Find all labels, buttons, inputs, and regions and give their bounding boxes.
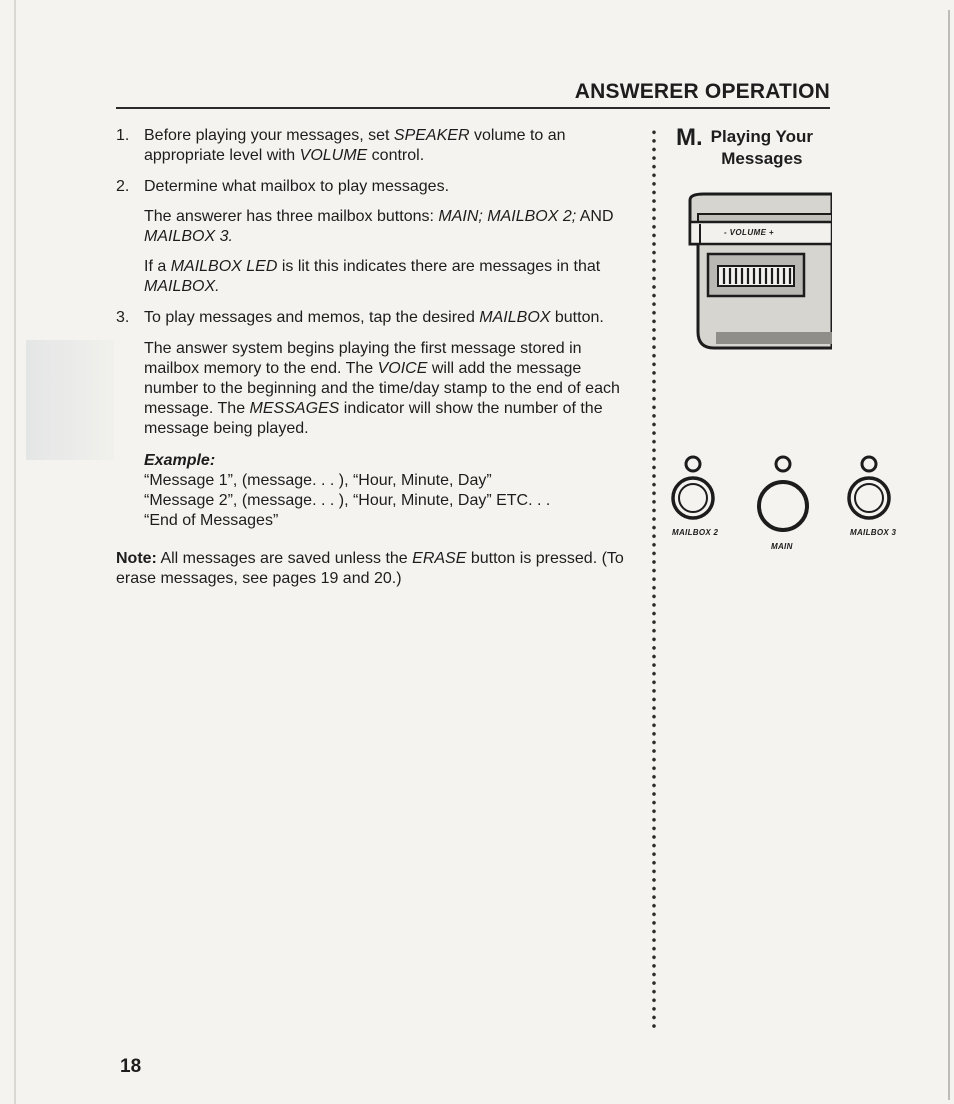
example-label: Example:: [144, 452, 216, 469]
mailbox-buttons-illustration: [660, 448, 920, 558]
step-body: [144, 177, 630, 297]
note-paragraph: [116, 549, 630, 589]
main-button-icon: [759, 482, 807, 530]
volume-control-illustration: [686, 192, 832, 359]
step-paragraph: To play messages and memos, tap the desired MAILBOX button.: [144, 309, 604, 326]
volume-label: - VOLUME +: [724, 228, 775, 237]
step-2: [116, 177, 630, 297]
step-number: 2.: [116, 178, 130, 195]
example-line: “Message 1”, (message. . . ), “Hour, Minute, Day”: [144, 472, 492, 489]
page-title: ANSWERER OPERATION: [574, 80, 830, 103]
page-edge-left: [14, 0, 16, 1104]
example-line: “End of Messages”: [144, 512, 279, 529]
step-paragraph: Determine what mailbox to play messages.: [144, 178, 450, 195]
dotted-divider: [651, 128, 657, 1032]
step-body: [144, 308, 630, 328]
mailbox-2-button-icon: [673, 478, 713, 518]
mailbox-3-label: MAILBOX 3: [850, 528, 897, 537]
section-title: [711, 124, 813, 170]
step-paragraph: Before playing your messages, set SPEAKER volume to an appropriate level with VOLUME control.: [144, 127, 566, 164]
step-number: 1.: [116, 127, 130, 144]
mailbox-3-led-icon: [862, 457, 876, 471]
sidebar-heading: [676, 124, 813, 170]
section-letter: M.: [676, 124, 703, 151]
step-body: [144, 126, 630, 166]
section-title-line: Messages: [721, 149, 803, 168]
step-3: [116, 308, 630, 328]
mailbox-2-led-icon: [686, 457, 700, 471]
mailbox-2-label: MAILBOX 2: [672, 528, 719, 537]
example-line: “Message 2”, (message. . . ), “Hour, Minute, Day” ETC. . .: [144, 492, 551, 509]
section-title-line: Playing Your: [710, 127, 814, 146]
page-edge-right: [948, 10, 950, 1100]
step-number: 3.: [116, 309, 130, 326]
playback-paragraph: The answer system begins playing the first message stored in mailbox memory to the end. The VOICE will add the message number to the beginning and the time/day stamp to the end of each message. The MESSAGES indicator will show the number of the message being played.: [144, 340, 620, 437]
main-led-icon: [776, 457, 790, 471]
step-1: [116, 126, 630, 166]
header-rule: [116, 107, 830, 109]
mailbox-3-button-icon: [849, 478, 889, 518]
playback-section: [116, 339, 630, 531]
note-label: Note:: [116, 550, 157, 567]
main-column: [116, 126, 630, 605]
step-paragraph: The answerer has three mailbox buttons: MAIN; MAILBOX 2; AND MAILBOX 3.: [144, 208, 614, 245]
example-block: [144, 451, 630, 531]
page-number: 18: [120, 1056, 142, 1077]
volume-control-drawing: [686, 192, 832, 354]
step-paragraph: If a MAILBOX LED is lit this indicates there are messages in that MAILBOX.: [144, 258, 601, 295]
bleed-through-shadow: [26, 340, 114, 460]
main-label: MAIN: [771, 542, 793, 551]
note-text: All messages are saved unless the ERASE button is pressed. (To erase messages, see pages 19 and 20.): [116, 550, 624, 587]
